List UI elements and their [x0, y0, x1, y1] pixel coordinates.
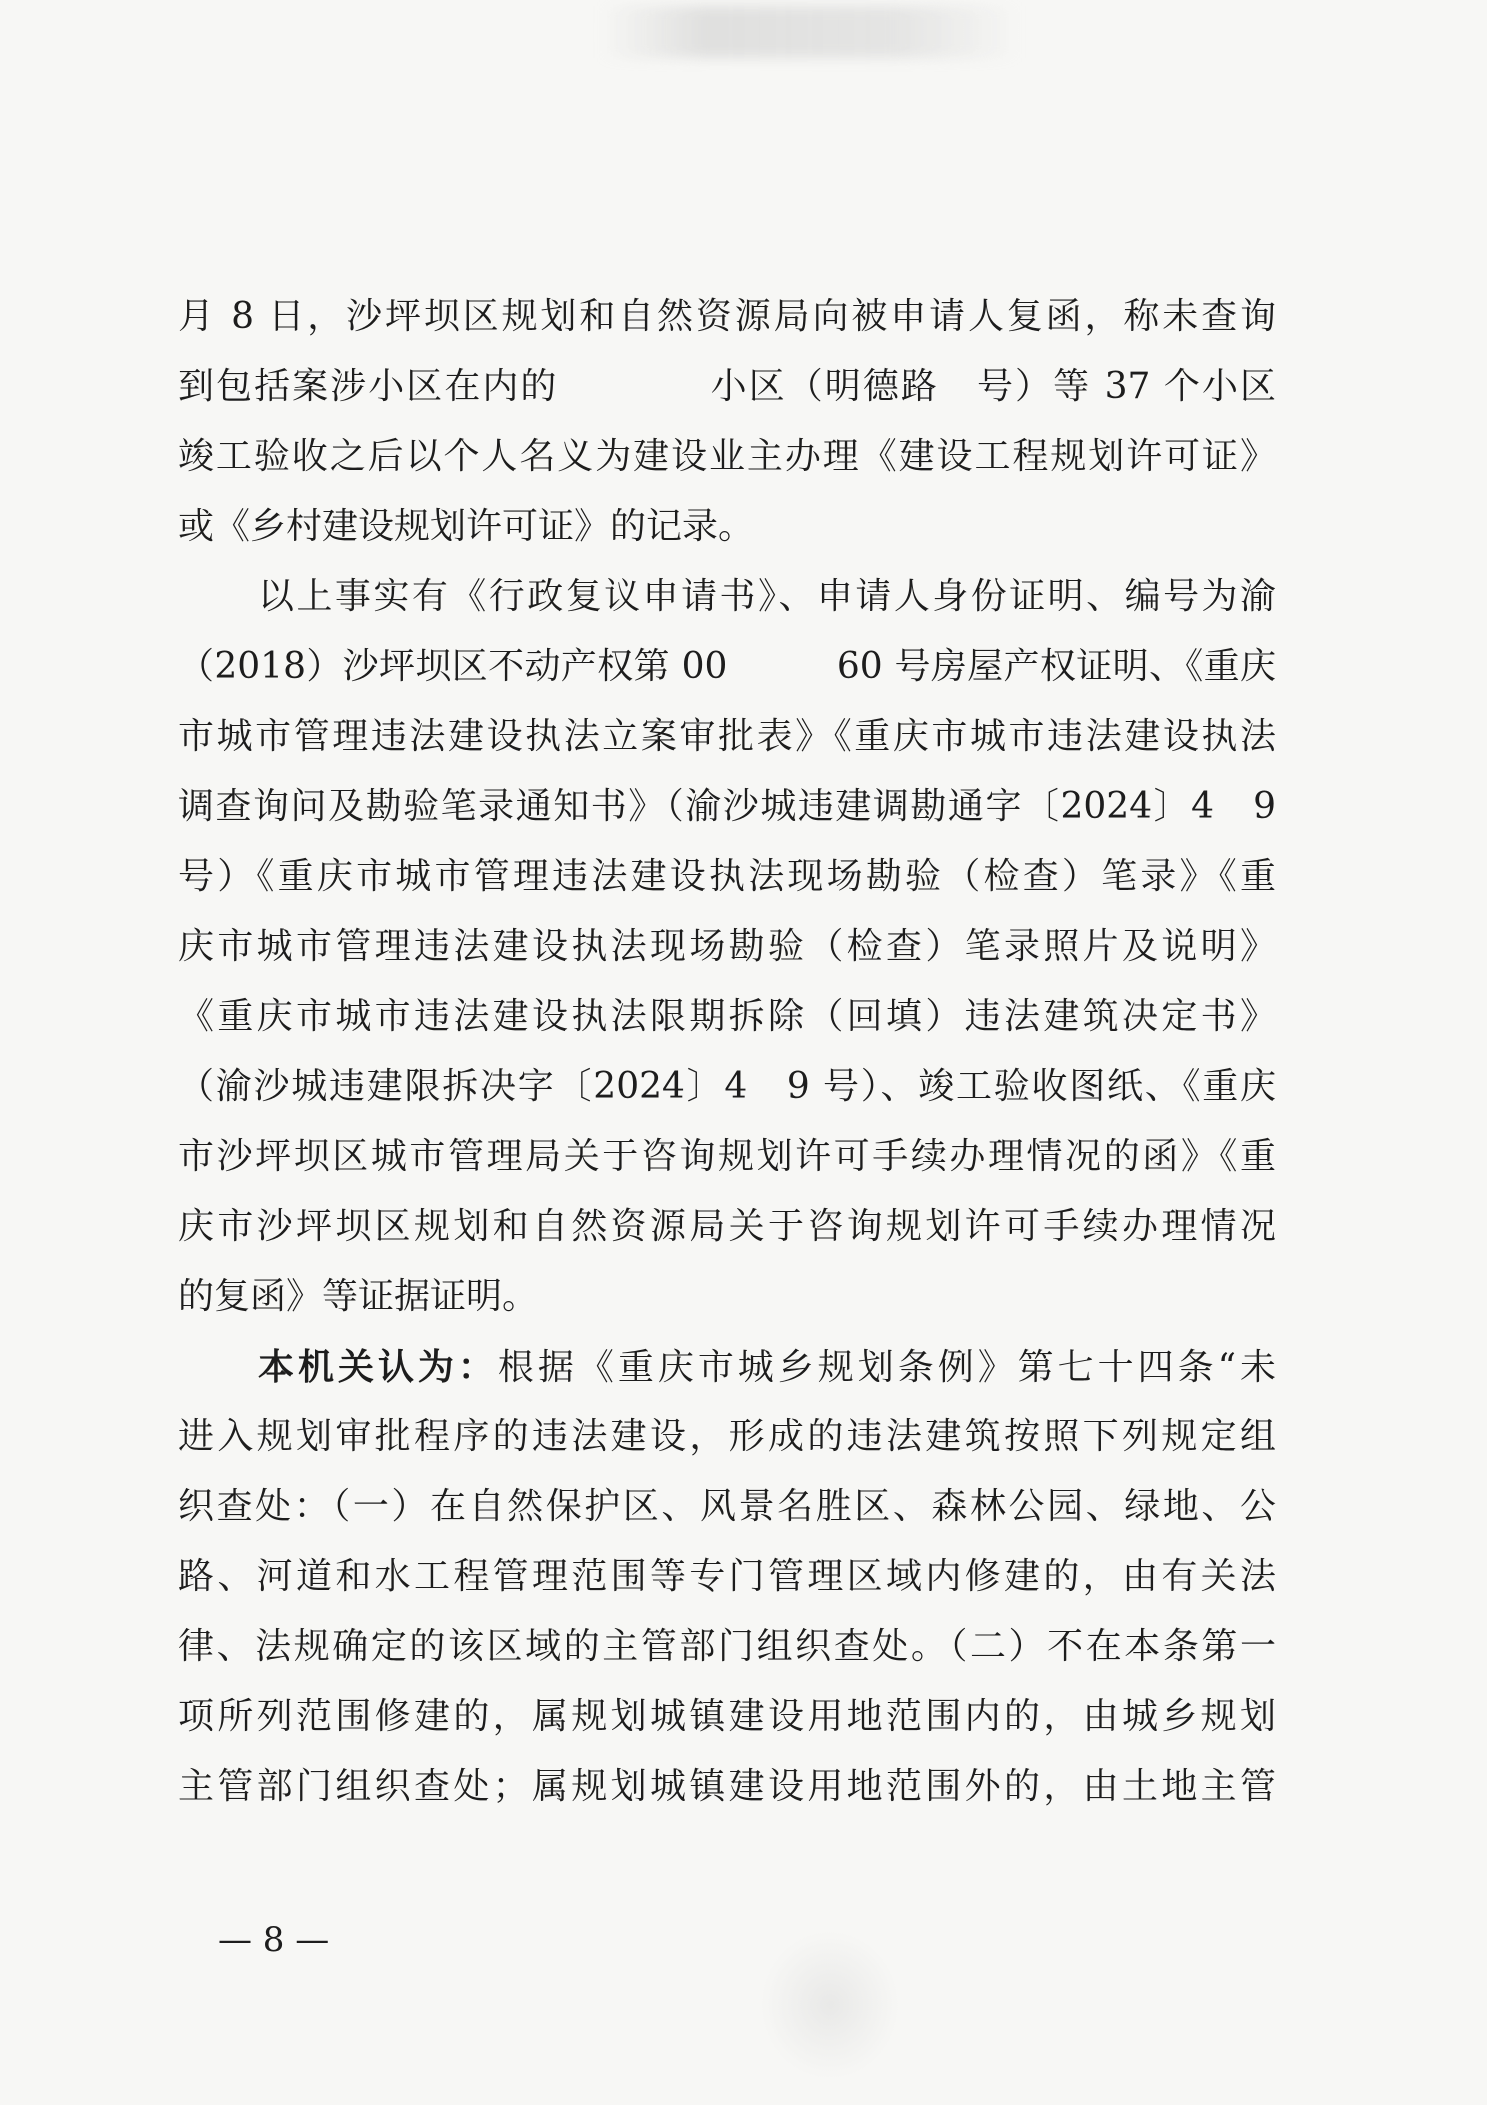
- text-line: 主管部门组织查处；属规划城镇建设用地范围外的，由土地主管: [178, 1766, 1276, 1807]
- opinion-label: 本机关认为：: [258, 1346, 498, 1388]
- paragraph-first-line: 以上事实有《行政复议申请书》、申请人身份证明、编号为渝: [258, 576, 1276, 617]
- text-line: 《重庆市城市违法建设执法限期拆除（回填）违法建筑决定书》: [178, 996, 1276, 1037]
- text-line: 项所列范围修建的，属规划城镇建设用地范围内的，由城乡规划: [178, 1696, 1276, 1737]
- text-line: 织查处：（一）在自然保护区、风景名胜区、森林公园、绿地、公: [178, 1486, 1276, 1527]
- text-line: 市城市管理违法建设执法立案审批表》《重庆市城市违法建设执法: [178, 716, 1276, 757]
- text-line: 路、河道和水工程管理范围等专门管理区域内修建的，由有关法: [178, 1556, 1276, 1597]
- text-line: 号）《重庆市城市管理违法建设执法现场勘验（检查）笔录》《重: [178, 856, 1276, 897]
- text-line: 市沙坪坝区城市管理局关于咨询规划许可手续办理情况的函》《重: [178, 1136, 1276, 1177]
- text-line: 调查询问及勘验笔录通知书》（渝沙城违建调勘通字〔2024〕4 9: [178, 786, 1276, 827]
- text-line: 或《乡村建设规划许可证》的记录。: [178, 506, 755, 547]
- text-line: 的复函》等证据证明。: [178, 1276, 539, 1317]
- scan-bottom-smudge: [760, 1930, 900, 2080]
- text-line: 律、法规确定的该区域的主管部门组织查处。（二）不在本条第一: [178, 1626, 1276, 1667]
- text-line: 庆市城市管理违法建设执法现场勘验（检查）笔录照片及说明》: [178, 926, 1276, 967]
- text-line: 庆市沙坪坝区规划和自然资源局关于咨询规划许可手续办理情况: [178, 1206, 1276, 1247]
- page-number: — 8 —: [218, 1920, 330, 1960]
- opinion-first-line: [258, 1332, 1276, 1402]
- opinion-text: 根据《重庆市城乡规划条例》第七十四条“未: [497, 1347, 1276, 1388]
- text-line: 进入规划审批程序的违法建设，形成的违法建筑按照下列规定组: [178, 1416, 1276, 1457]
- text-line: （2018）沙坪坝区不动产权第 00 60 号房屋产权证明、《重庆: [178, 646, 1276, 687]
- text-line: 竣工验收之后以个人名义为建设业主办理《建设工程规划许可证》: [178, 436, 1276, 477]
- text-line: 月 8 日，沙坪坝区规划和自然资源局向被申请人复函，称未查询: [178, 296, 1276, 337]
- scan-header-smudge: [600, 6, 1020, 58]
- text-line: （渝沙城违建限拆决字〔2024〕4 9 号）、竣工验收图纸、《重庆: [178, 1066, 1276, 1107]
- text-line: 到包括案涉小区在内的 小区（明德路 号）等 37 个小区: [178, 366, 1276, 407]
